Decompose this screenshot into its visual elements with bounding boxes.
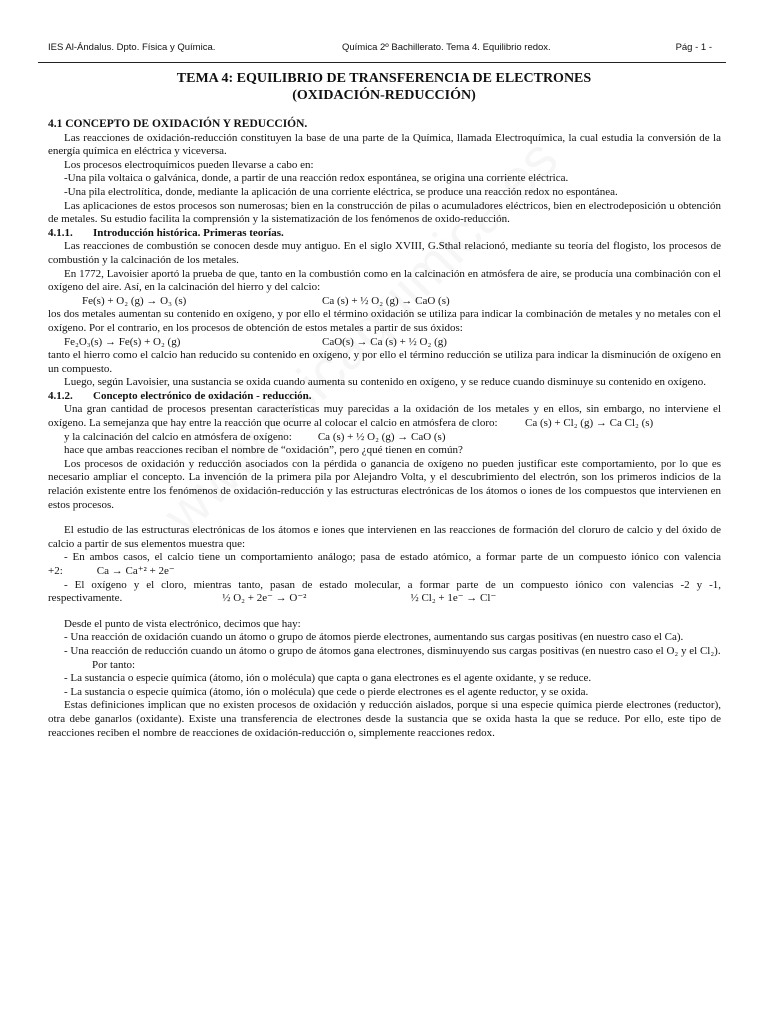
section-4-1-heading: 4.1 CONCEPTO DE OXIDACIÓN Y REDUCCIÓN. <box>48 118 308 130</box>
paragraph <box>48 579 721 606</box>
paragraph <box>48 431 721 445</box>
paragraph: -Una pila voltaica o galvánica, donde, a partir de una reacción redox espontánea, se origina una corriente eléctrica. <box>64 172 569 185</box>
paragraph: tanto el hierro como el calcio han reducido su contenido en oxígeno, y por ello el término reducción se utiliza para indicar la disminución de oxígeno en un compuesto. <box>48 349 721 375</box>
equation-o-ion: ½ O₂ + 2e⁻ → O⁻² <box>222 592 307 605</box>
paragraph: Desde el punto de vista electrónico, decimos que hay: <box>64 617 301 630</box>
equation-fe-oxidation: Fe(s) + O₂ (g) → O₃ (s) <box>82 294 187 307</box>
paragraph: - La sustancia o especie química (átomo, ión o molécula) que cede o pierde electrones es el agente reductor, y se oxida. <box>64 685 589 698</box>
paragraph: En 1772, Lavoisier aportó la prueba de que, tanto en la combustión como en la calcinación en atmósfera de aire, se producía una combinación con el oxígeno del aire. Así, en la calcinación del hierro y del calcio: <box>48 267 721 294</box>
paragraph: - Una reacción de oxidación cuando un átomo o grupo de átomos pierde electrones, aumentando sus cargas positivas (en nuestro caso el Ca). <box>64 631 684 644</box>
header-school: IES Al-Ándalus. Dpto. Física y Química. <box>48 42 216 53</box>
section-4-1-2-heading <box>48 390 721 404</box>
paragraph: los dos metales aumentan su contenido en oxígeno, y por ello el término oxidación se utiliza para indicar la combinación de metales y no metales con el oxígeno. Por el contrario, en los procesos de obtención de estos metales a partir de sus óxidos: <box>48 308 721 334</box>
equation-ca-o2: Ca (s) + ½ O₂ (g) → CaO (s) <box>317 430 446 443</box>
paragraph <box>48 551 721 578</box>
page-title <box>40 70 728 104</box>
section-number: 4.1.1. <box>48 226 73 239</box>
equation-ca-cl-end: + Cl₂ (g) → Ca Cl₂ (s) <box>554 417 654 430</box>
equation-ca-ion: Ca → Ca⁺² + 2e⁻ <box>96 565 175 577</box>
paragraph: hace que ambas reacciones reciban el nombre de “oxidación”, pero ¿qué tienen en común? <box>64 444 463 457</box>
document-body <box>48 118 721 740</box>
paragraph-text: - En ambos casos, el calcio tiene un comportamiento análogo; pasa de estado atómico, a formar parte de un compuesto iónico con valencia +2: <box>48 551 721 577</box>
equation-ca-oxidation: Ca (s) + ½ O₂ (g) → CaO (s) <box>322 294 450 307</box>
paragraph: Los procesos de oxidación y reducción asociados con la pérdida o ganancia de oxígeno no pueden justificar este comportamiento, por lo que es necesario ampliar el concepto. La invención de la primera pila por Alejandro Volta, y el descubrimiento del electrón, son los primeros indicios de la relación existente entre los fenómenos de oxidación-reducción y las estructuras electrónicas de los átomos o iones de los compuestos que intervienen en estos procesos. <box>48 457 721 511</box>
equation-cl-ion: ½ Cl₂ + 1e⁻ → Cl⁻ <box>410 592 497 605</box>
paragraph: -Una pila electrolítica, donde, mediante la aplicación de una corriente eléctrica, se produce una reacción redox no espontánea. <box>64 185 618 198</box>
header-course: Química 2º Bachillerato. Tema 4. Equilibrio redox. <box>342 42 551 53</box>
equation-row <box>48 336 721 350</box>
equation-row <box>48 295 721 309</box>
section-title: Concepto electrónico de oxidación - reducción. <box>93 389 312 402</box>
paragraph <box>48 403 721 430</box>
paragraph: El estudio de las estructuras electrónicas de los átomos e iones que intervienen en las reacciones de formación del cloruro de calcio y del óxido de calcio a partir de sus elementos muestra que: <box>48 524 721 550</box>
section-number: 4.1.2. <box>48 389 73 402</box>
spacer <box>48 512 721 524</box>
section-4-1-1-heading <box>48 227 721 241</box>
paragraph: Las reacciones de combustión se conocen desde muy antiguo. En el siglo XVIII, G.Sthal relacionó, mediante su teoría del flogisto, los procesos de combustión y la calcinación de los metales. <box>48 240 721 266</box>
equation-ca-cl-start: Ca (s) <box>525 417 552 430</box>
paragraph-text: - El oxígeno y el cloro, mientras tanto, pasan de estado molecular, a formar parte de un compuesto iónico con valencias -2 y -1, respectivamente. <box>48 578 721 605</box>
paragraph: Los procesos electroquímicos pueden llevarse a cabo en: <box>64 158 314 171</box>
paragraph: Por tanto: <box>92 658 136 671</box>
header-rule <box>38 62 726 63</box>
equation-fe-reduction: Fe₂O₃(s) → Fe(s) + O₂ (g) <box>64 335 181 348</box>
paragraph: Luego, según Lavoisier, una sustancia se oxida cuando aumenta su contenido en oxígeno, y se reduce cuando disminuye su contenido en oxígeno. <box>64 376 706 389</box>
paragraph-text: Una gran cantidad de procesos presentan características muy parecidas a la oxidación de los metales y en ellos, sin embargo, no interviene el oxígeno. La semejanza que hay entre la reacción que ocurre al colocar el calcio en atmósfera de cloro: <box>48 403 721 430</box>
header-page-number: Pág - 1 - <box>675 42 712 53</box>
title-line-2: (OXIDACIÓN-REDUCCIÓN) <box>292 88 476 103</box>
paragraph: Las reacciones de oxidación-reducción constituyen la base de una parte de la Química, llamada Electroquímica, la cual estudia la conversión de la energía química en eléctrica y viceversa. <box>48 131 721 158</box>
paragraph: - Una reacción de reducción cuando un átomo o grupo de átomos gana electrones, disminuyendo sus cargas positivas (en nuestro caso el O₂ y el Cl₂). <box>64 644 721 657</box>
spacer <box>48 606 721 618</box>
paragraph-text: y la calcinación del calcio en atmósfera de oxígeno: <box>64 430 292 443</box>
section-title: Introducción histórica. Primeras teorías. <box>93 226 284 239</box>
title-line-1: TEMA 4: EQUILIBRIO DE TRANSFERENCIA DE ELECTRONES <box>176 71 592 86</box>
paragraph: Las aplicaciones de estos procesos son numerosas; bien en la construcción de pilas o acumuladores eléctricos, bien en electrodeposición u obtención de metales. Su estudio facilita la comprensión y la sistematización de los fenómenos de oxido-reducción. <box>48 199 721 226</box>
paragraph: Estas definiciones implican que no existen procesos de oxidación y reducción aislados, porque si una especie química pierde electrones (reductor), otra debe ganarlos (oxidante). Existe una transferencia de electrones desde la sustancia que se oxida hasta la que se reduce. Por ello, este tipo de reacciones reciben el nombre de reacciones de oxidación-reducción o, simplemente reacciones redox. <box>48 699 721 739</box>
paragraph: - La sustancia o especie química (átomo, ión o molécula) que capta o gana electrones es el agente oxidante, y se reduce. <box>64 672 592 685</box>
equation-ca-reduction: CaO(s) → Ca (s) + ½ O₂ (g) <box>322 335 447 348</box>
page-header <box>48 42 712 56</box>
